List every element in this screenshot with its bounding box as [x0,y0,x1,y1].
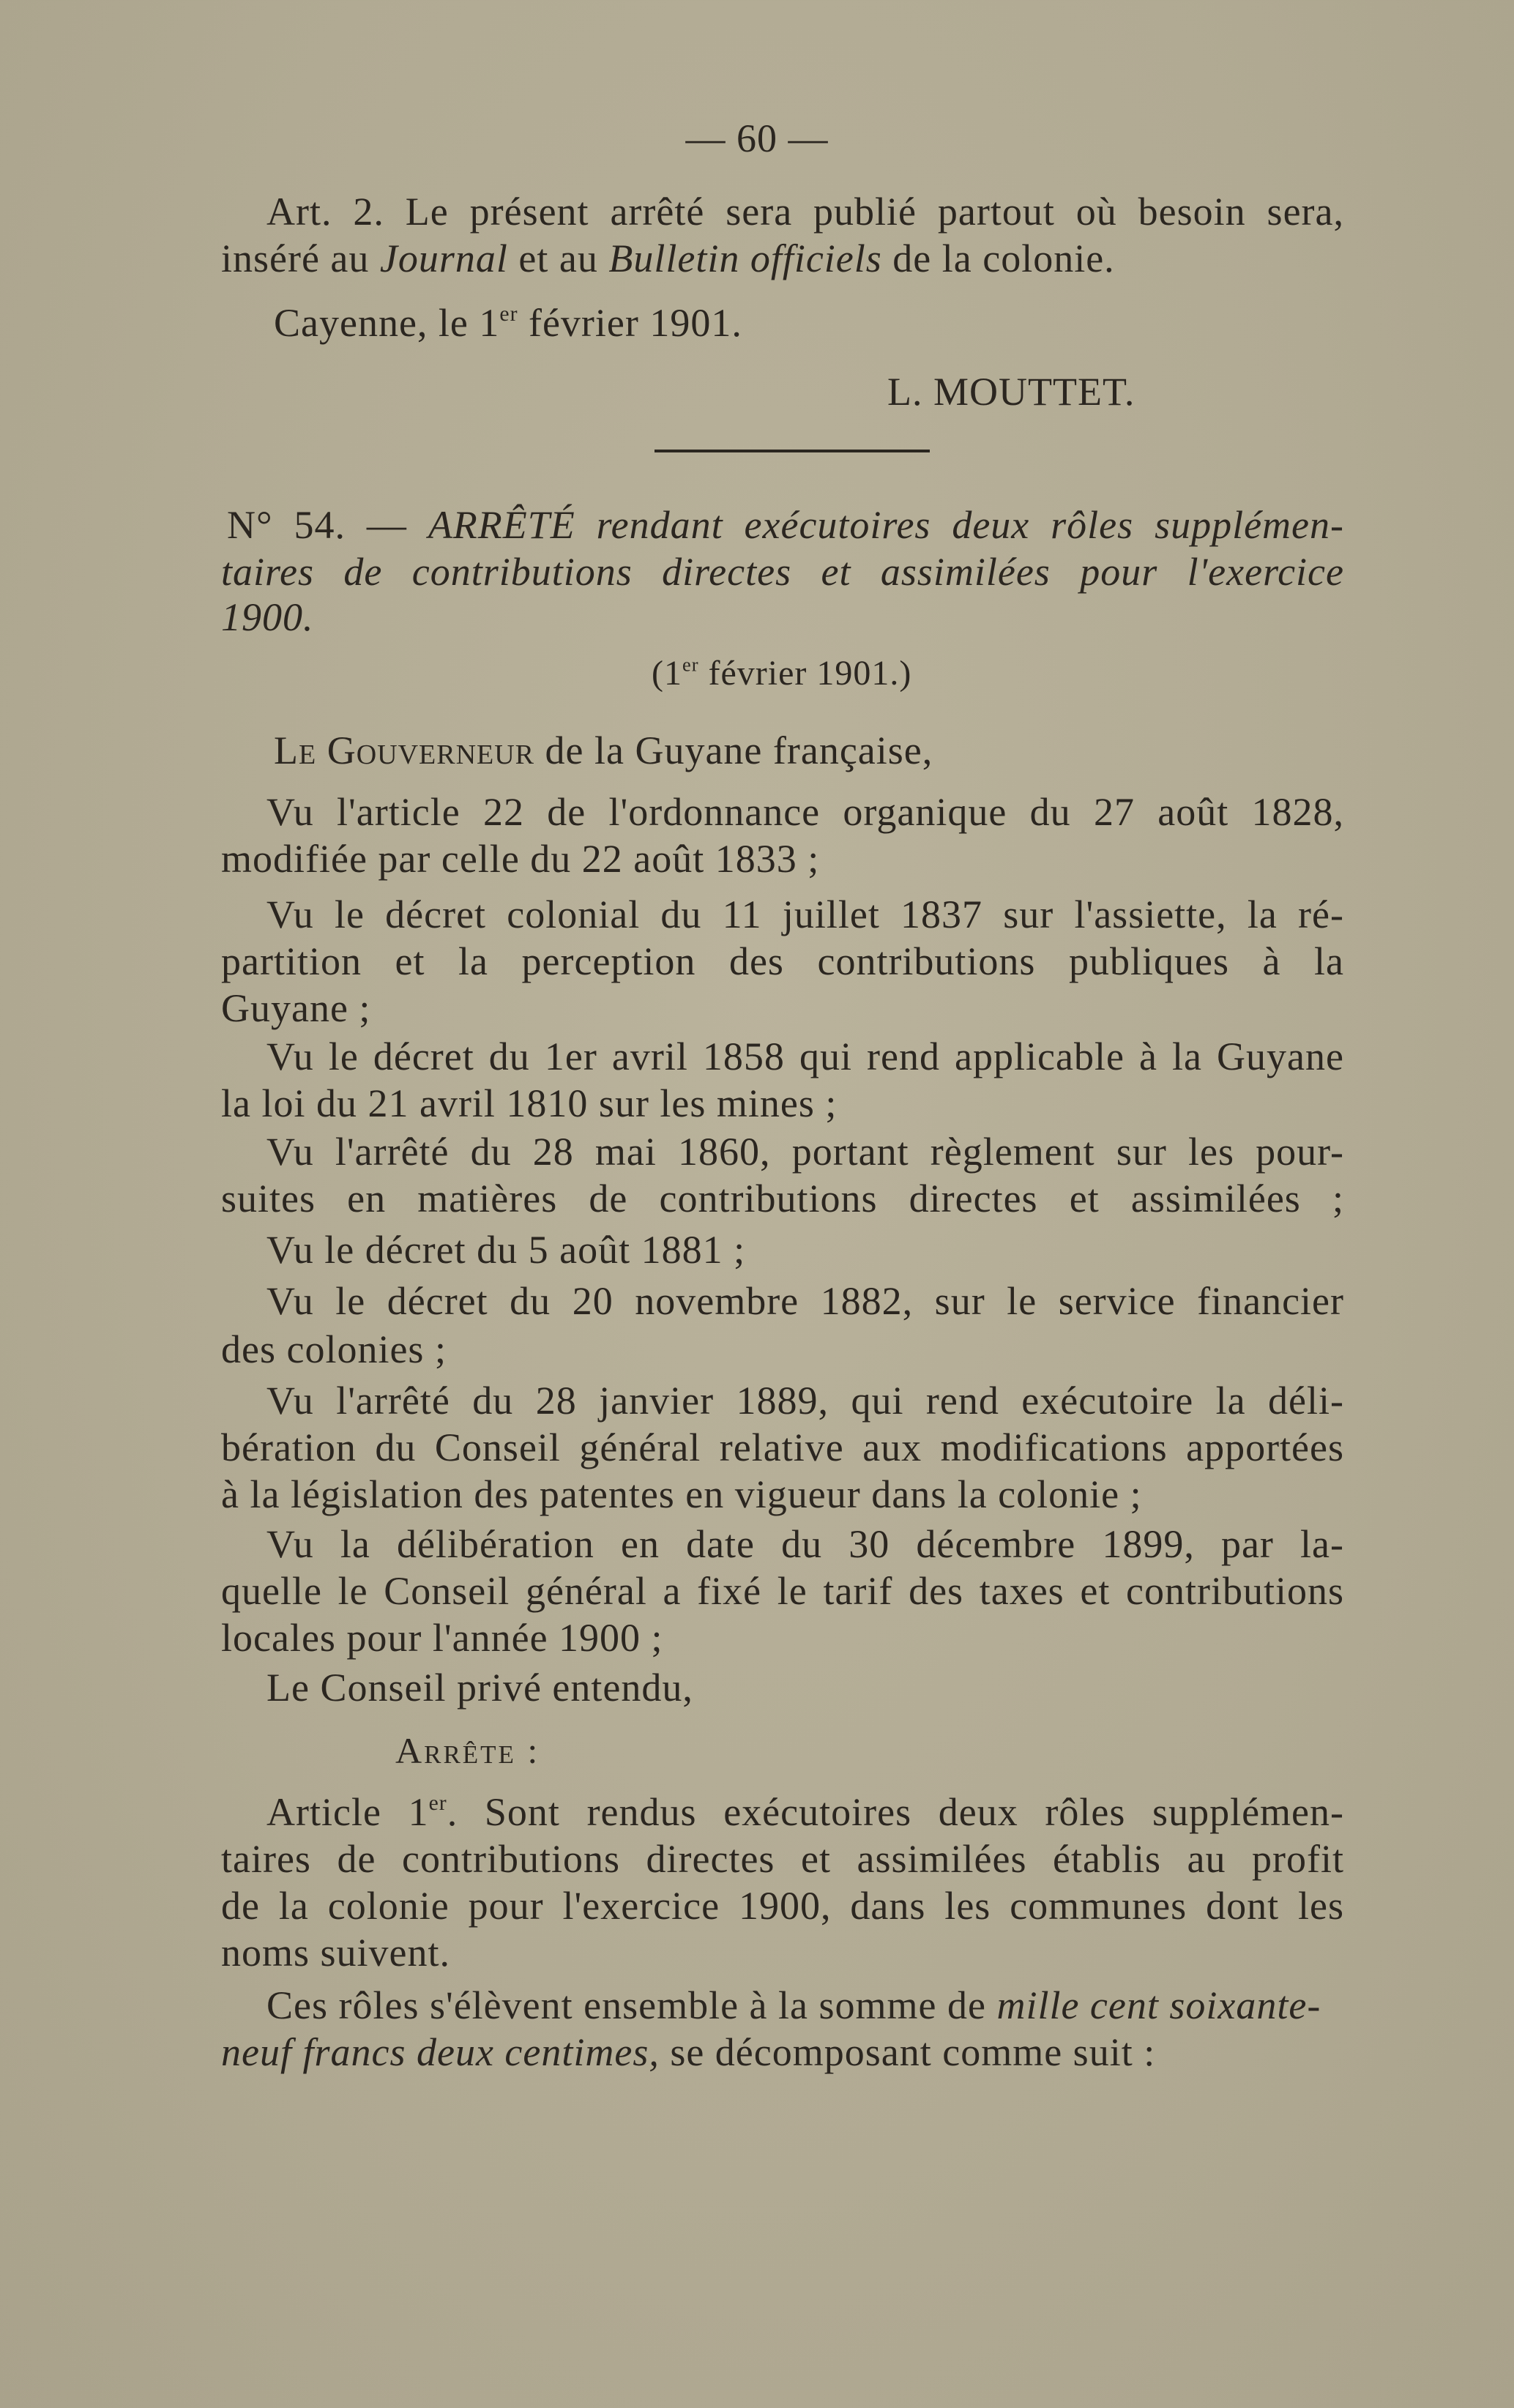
consideration-line: Vu le décret du 1er avril 1858 qui rend applicable à la Guyane [266,1035,1344,1078]
consideration-line: partition et la perception des contributions publiques à la [221,939,1344,983]
closing-line2 [221,2032,1514,2072]
arrete-label: Arrête : [395,1730,540,1771]
article2-text: inséré au [221,236,380,280]
closing-line1 [266,1983,1514,2027]
journal-word: Journal [379,236,508,280]
consideration-line: locales pour l'année 1900 ; [221,1616,663,1660]
decree-number: N° 54. — [227,503,407,547]
decree-date-text: (1 [652,654,682,693]
consideration-line: Le Conseil privé entendu, [266,1666,693,1710]
consideration-line: quelle le Conseil général a fixé le tarif des taxes et contributions [221,1569,1344,1613]
consideration-line: Vu l'arrêté du 28 janvier 1889, qui rend exécutoire la déli- [266,1379,1344,1423]
article2-line1: Art. 2. Le présent arrêté sera publié partout où besoin sera, [266,190,1344,234]
article1-label: Article 1 [266,1790,429,1834]
consideration-line: Vu l'article 22 de l'ordonnance organique du 27 août 1828, [266,790,1344,834]
date-place-text: Cayenne, le 1 [274,301,500,345]
closing-amount: mille cent soixante- [996,1983,1321,2027]
article1-line1 [266,1792,1344,1832]
decree-date-text-end: février 1901.) [698,654,912,693]
separator-rule [655,450,930,452]
article2-text-mid: et au [507,236,609,280]
decree-title-text: ARRÊTÉ rendant exécutoires deux rôles supplémen- [428,503,1345,547]
consideration-line: à la législation des patentes en vigueur dans la colonie ; [221,1472,1142,1516]
consideration-line: Vu le décret du 5 août 1881 ; [266,1228,746,1272]
date-place [274,303,1514,343]
article2-text-end: de la colonie. [881,236,1115,280]
consideration-line: modifiée par celle du 22 août 1833 ; [221,837,820,881]
article1-sup: er [428,1792,447,1816]
article1-line4: noms suivent. [221,1931,451,1975]
governor-line [274,728,1514,772]
consideration-line: la loi du 21 avril 1810 sur les mines ; [221,1081,838,1125]
consideration-line: des colonies ; [221,1327,447,1371]
article1-text: . Sont rendus exécutoires deux rôles supplémen- [447,1790,1344,1834]
article1-line2: taires de contributions directes et assimilées établis au profit [221,1837,1344,1881]
decree-date-sup: er [682,653,699,676]
consideration-line: bération du Conseil général relative aux modifications apportées [221,1425,1344,1469]
consideration-line: Vu la délibération en date du 30 décembre 1899, par la- [266,1522,1344,1566]
signature: L. MOUTTET. [887,370,1136,414]
governor-text: de la Guyane française, [534,728,933,772]
page-number: — 60 — [685,116,829,160]
bulletin-words: Bulletin officiels [608,236,882,280]
consideration-line: suites en matières de contributions directes et assimilées ; [221,1177,1344,1220]
closing-text-end: se décomposant comme suit : [659,2030,1156,2074]
closing-text: Ces rôles s'élèvent ensemble à la somme de [266,1983,997,2027]
date-place-text-end: février 1901. [518,301,742,345]
article1-line3: de la colonie pour l'exercice 1900, dans les communes dont les [221,1884,1344,1928]
consideration-line: Vu le décret colonial du 11 juillet 1837 sur l'assiette, la ré- [266,892,1344,936]
consideration-line: Vu l'arrêté du 28 mai 1860, portant règlement sur les pour- [266,1130,1344,1174]
article2-line2 [221,236,1514,280]
decree-title-line3: 1900. [221,595,314,639]
governor-title: Le Gouverneur [274,728,535,772]
consideration-line: Vu le décret du 20 novembre 1882, sur le service financier [266,1279,1344,1323]
date-place-sup: er [499,302,518,327]
decree-title-line1 [227,505,1344,545]
decree-title-line2: taires de contributions directes et assimilées pour l'exercice [221,550,1344,594]
decree-date [652,653,1514,693]
consideration-line: Guyane ; [221,986,371,1030]
closing-amount-cont: neuf francs deux centimes, [221,2030,660,2074]
